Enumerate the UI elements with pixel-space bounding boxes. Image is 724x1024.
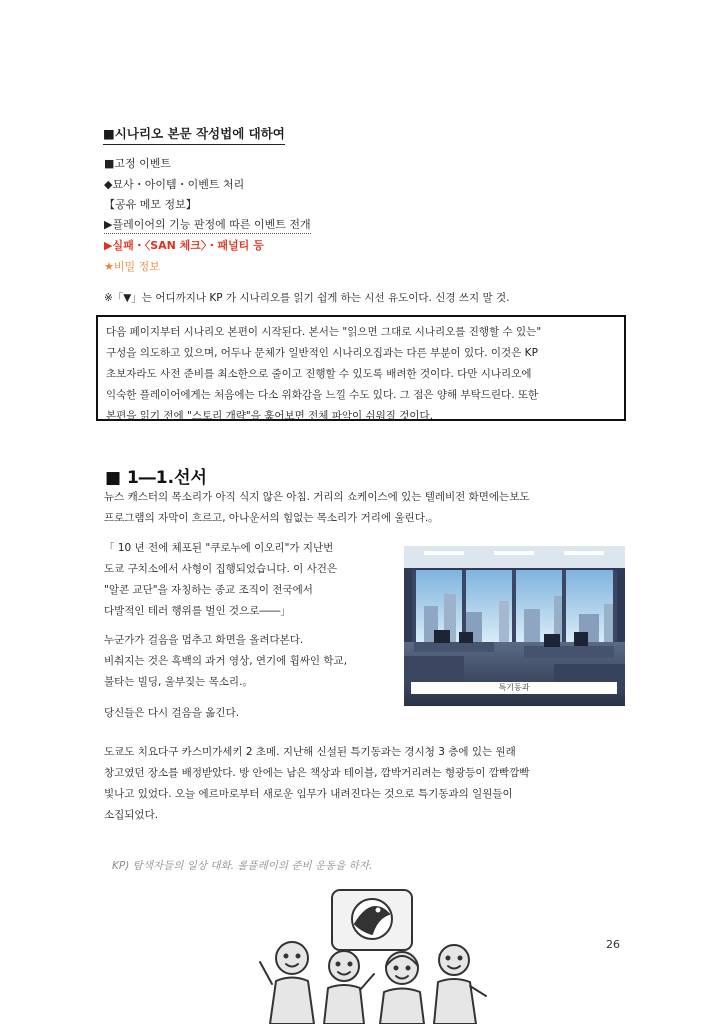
news-quote (104, 538, 337, 622)
office-line: 빛나고 있었다. 오늘 에르마로부터 새로운 임무가 내려진다는 것으로 특기동과의 일원들이 (104, 788, 513, 800)
kp-note: KP) 탐색자들의 일상 대화. 롤플레이의 준비 운동을 하자. (112, 860, 373, 872)
scene-paragraph (104, 630, 347, 693)
section-title: ■시나리오 본문 작성법에 대하여 (103, 124, 285, 145)
legend-description: ◆묘사・아이템・이벤트 처리 (104, 178, 245, 191)
office-line: 소집되었다. (104, 809, 159, 821)
image-caption: 특기동과 (411, 682, 617, 694)
office-illustration (404, 546, 625, 706)
intro-line: 뉴스 캐스터의 목소리가 아직 식지 않은 아침. 거리의 쇼케이스에 있는 텔레비전 화면에는보도 (104, 491, 530, 503)
scene-line: 누군가가 걸음을 멈추고 화면을 올려다본다. (104, 634, 304, 646)
legend-fixed-event: ■고정 이벤트 (104, 157, 172, 170)
office-paragraph (104, 742, 529, 826)
scene-line: 비춰지는 것은 흑백의 과거 영상, 연기에 휩싸인 학교, (104, 655, 348, 667)
legend-secret: ★비밀 정보 (104, 260, 160, 273)
legend-failure: ▶실패・〈SAN 체크〉・패널티 등 (104, 239, 264, 252)
quote-line: 다발적인 테러 행위를 벌인 것으로――」 (104, 605, 291, 617)
quote-line: "알콘 교단"을 자칭하는 종교 조직이 전국에서 (104, 584, 313, 596)
legend-skill-check: ▶플레이어의 기능 판정에 따른 이벤트 전개 (104, 217, 311, 234)
quote-line: 도쿄 구치소에서 사형이 집행되었습니다. 이 사건은 (104, 563, 338, 575)
office-line: 창고였던 장소를 배정받았다. 방 안에는 남은 책상과 테이블, 깜박거리려는 형광등이 깜빡깜빡 (104, 767, 530, 779)
notice-line: 다음 페이지부터 시나리오 본편이 시작된다. 본서는 "읽으면 그대로 시나리오를 진행할 수 있는" (106, 326, 542, 338)
office-line: 도쿄도 치요다구 카스미가세키 2 초메. 지난해 신설된 특기동과는 경시청 3 층에 있는 원래 (104, 746, 516, 758)
notice-line: 익숙한 플레이어에게는 처음에는 다소 위화감을 느낄 수도 있다. 그 점은 양해 부탁드린다. 또한 (106, 389, 539, 401)
walk-line: 당신들은 다시 걸음을 옮긴다. (104, 707, 240, 719)
intro-paragraph (104, 487, 529, 529)
quote-line: 「 10 년 전에 체포된 "쿠로누에 이오리"가 지난번 (104, 542, 334, 554)
intro-line: 프로그램의 자막이 흐르고, 아나운서의 힘없는 목소리가 거리에 울린다.。 (104, 512, 439, 524)
notice-line: 본편을 읽기 전에 "스토리 개략"을 훑어보면 전체 파악이 쉬워질 것이다. (106, 410, 434, 422)
page-number: 26 (606, 938, 620, 951)
team-mascot-illustration (252, 886, 492, 1024)
notice-line: 구성을 의도하고 있으며, 어두나 문체가 일반적인 시나리오집과는 다른 부분이 있다. 이것은 KP (106, 347, 538, 359)
reading-note: ※「▼」는 어디까지나 KP 가 시나리오를 읽기 쉽게 하는 시선 유도이다. 신경 쓰지 말 것. (104, 292, 510, 304)
scene-line: 불타는 빌딩, 울부짖는 목소리.。 (104, 676, 253, 688)
chapter-title: ■ 1―1.선서 (105, 468, 207, 488)
legend-shared-memo: 【공유 메모 정보】 (104, 198, 197, 211)
notice-line: 초보자라도 사전 준비를 최소한으로 줄이고 진행할 수 있도록 배려한 것이다. 다만 시나리오에 (106, 368, 532, 380)
notice-box (96, 315, 626, 421)
